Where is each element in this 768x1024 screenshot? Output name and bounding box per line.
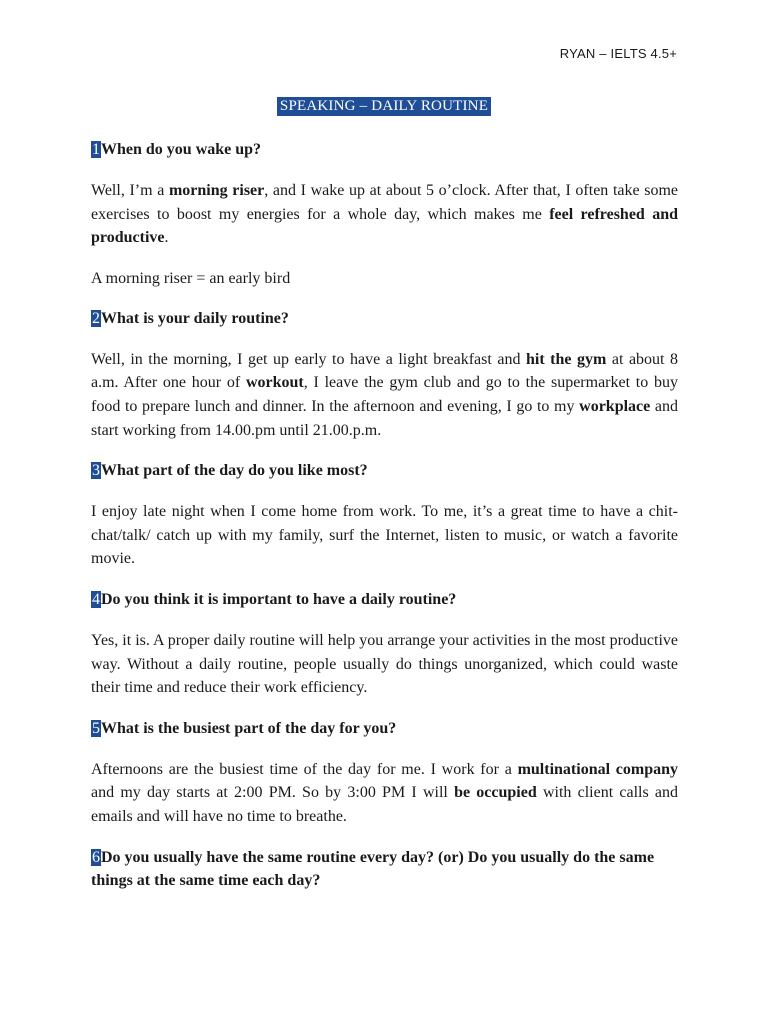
key-phrase: be occupied	[454, 784, 537, 802]
document-body	[91, 138, 678, 910]
document-header: RYAN – IELTS 4.5+	[559, 46, 677, 61]
key-phrase: hit the gym	[525, 350, 607, 368]
question-number: 3	[92, 462, 100, 480]
question-text: When do you wake up?	[101, 141, 262, 158]
answer-text: Well, in the morning, I get up early to have a light breakfast and	[91, 350, 526, 368]
answer-2	[91, 348, 678, 442]
vocabulary-note: A morning riser = an early bird	[91, 269, 291, 287]
question-text: What is your daily routine?	[101, 309, 289, 327]
answer-text: , I leave the gym club and go to the supermarket to buy food to prepare lunch and dinner. In the afternoon and evening, I go to my	[91, 374, 679, 415]
answer-text: and my day starts at 2:00 PM. So by 3:00 PM I will	[91, 784, 455, 802]
question-text: What part of the day do you like most?	[101, 462, 368, 480]
answer-text: and start working from 14.00.pm until 21.00.p.m.	[91, 397, 678, 439]
key-phrase: morning riser	[168, 182, 265, 199]
answer-1	[91, 179, 678, 250]
question-5	[91, 717, 678, 740]
question-text: Do you think it is important to have a daily routine?	[101, 590, 457, 608]
answer-5	[91, 758, 678, 829]
question-text: Do you usually have the same routine every day? (or) Do you usually do the same things at the same time each day?	[91, 848, 655, 889]
question-4	[91, 588, 678, 611]
answer-text: Well, I’m a	[91, 182, 169, 199]
question-text: What is the busiest part of the day for you?	[101, 719, 397, 737]
question-2	[91, 307, 678, 330]
key-phrase: workplace	[579, 397, 651, 415]
answer-4: Yes, it is. A proper daily routine will help you arrange your activities in the most productive way. Without a daily routine, people usually do things unorganized, which could waste their time and reduce their work efficiency.	[91, 631, 678, 697]
question-1	[91, 138, 678, 161]
answer-text: .	[164, 229, 169, 247]
answer-text: with client calls and emails and will have no time to breathe.	[91, 784, 679, 825]
question-number: 2	[92, 309, 100, 327]
answer-text: at about 8 a.m. After one hour of	[91, 350, 679, 392]
answer-text: Afternoons are the busiest time of the day for me. I work for a	[91, 760, 518, 778]
key-phrase: multinational company	[517, 760, 679, 778]
answer-text: , and I wake up at about 5 o’clock. After that, I often take some exercises to boost my energies for a whole day, which makes me	[91, 182, 679, 223]
answer-3: I enjoy late night when I come home from work. To me, it’s a great time to have a chit-chat/talk/ catch up with my family, surf the Internet, listen to music, or watch a favorite movie.	[91, 503, 678, 568]
question-number: 6	[92, 848, 100, 866]
question-number: 5	[92, 719, 100, 737]
page-title: SPEAKING – DAILY ROUTINE	[277, 97, 491, 116]
question-number: 4	[92, 590, 100, 608]
key-phrase: workout	[245, 374, 304, 392]
question-6	[91, 846, 678, 892]
question-number: 1	[92, 141, 100, 158]
question-3	[91, 459, 678, 482]
key-phrase: feel refreshed and productive	[91, 205, 678, 247]
